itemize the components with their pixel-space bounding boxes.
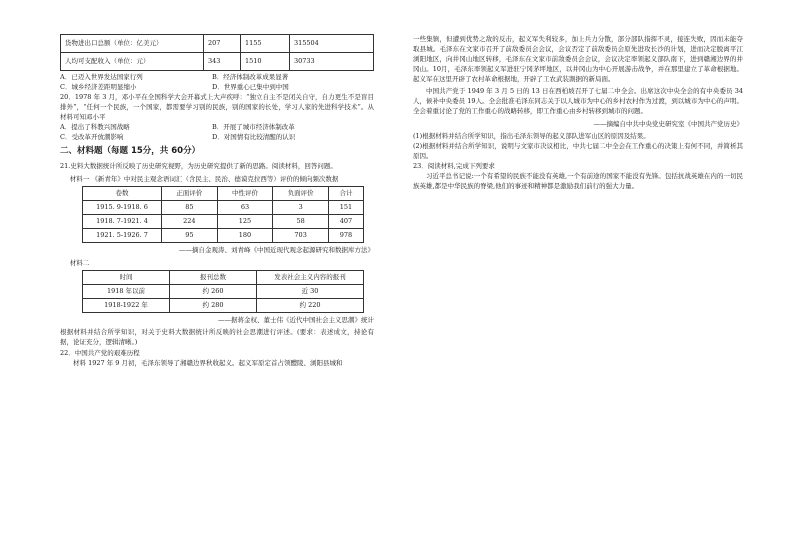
table-row — [83, 228, 364, 242]
source-citation: ——摘自金观涛、刘青峰《中国近现代观念起源研究和数据库方法》 — [179, 245, 374, 254]
table-cell: 151 — [328, 200, 363, 214]
q22-material-continued: 一些集镇，但遭到优势之敌的反击，起义军失利较多，加上兵力分散，部分部队指挥不灵，接连失败，因而未能夺取县城。毛泽东在文家市召开了前敌委员会会议，会议否定了前敌委员会原先进攻长沙的计划，进而决定脱离平江浏阳地区，向井冈山地区转移，毛泽东在文家市前敌委员会会议，会议决定率领起义部队南下，进到赣湘边界的井冈山。10月，毛泽东率领起义军进驻宁冈茅坪地区，以井冈山为中心开展游击战争，并在那里建立了革命根据地。起义军在这里开辟了农村革命根据地，开辟了工农武装割据的新局面。 — [413, 35, 743, 84]
table-row — [83, 298, 364, 312]
table-header-cell: 合计 — [328, 186, 363, 200]
table-cell: 货物进出口总额（单位：亿美元） — [61, 35, 204, 53]
table-cell: 703 — [273, 228, 329, 242]
material-one-label: 材料一 《新青年》中对民主观念语词汇（含民主、民治、德谟克拉西等）评价的倾向频次数据 — [69, 174, 339, 183]
table-cell: 63 — [217, 200, 273, 214]
table-header-cell: 时间 — [83, 270, 170, 284]
table-cell: 207 — [204, 35, 241, 53]
table-cell: 1921. 5-1926. 7 — [83, 228, 162, 242]
table-row — [61, 35, 374, 53]
table-row — [61, 53, 374, 71]
table-row — [83, 200, 364, 214]
q19-options — [60, 72, 374, 92]
table-header-row — [83, 270, 364, 284]
table-cell: 1510 — [241, 53, 290, 71]
table-header-cell: 报刊总数 — [170, 270, 257, 284]
table-cell: 1915. 9-1918. 6 — [83, 200, 162, 214]
q21-stem: 21.史料大数据统计所反映了历史研究视野，为历史研究提供了新的思路。阅读材料，回答问题。 — [60, 161, 337, 170]
table-cell: 3 — [273, 200, 329, 214]
table-header-cell: 正面评价 — [162, 186, 218, 200]
table-header-cell: 负面评价 — [273, 186, 329, 200]
option-d[interactable]: D．对国情有比较清醒的认识 — [212, 133, 296, 142]
table-cell: 407 — [328, 214, 363, 228]
table-row — [83, 284, 364, 298]
source-citation: ——摘编自中共中央党史研究室《中国共产党历史》 — [593, 119, 743, 128]
table-cell: 约 220 — [257, 298, 364, 312]
q22-material: 材料 1927 年 9 月初，毛泽东领导了湘赣边界秋收起义。起义军原定首占领醴陵、浏阳县城和 — [73, 359, 343, 368]
option-d[interactable]: D．世界重心已集中到中国 — [212, 83, 289, 92]
table-cell: 58 — [273, 214, 329, 228]
table-cell: 1918. 7-1921. 4 — [83, 214, 162, 228]
right-column — [413, 34, 743, 191]
q22-sub-question-1: (1)根据材料并结合所学知识，指出毛泽东领导的起义部队进军山区的原因及结果。 — [413, 131, 650, 140]
table-cell: 125 — [217, 214, 273, 228]
q22-material-second: 中国共产党于 1949 年 3 月 5 日的 13 日在西柏坡召开了七届二中全会。出席这次中央全会的有中央委员 34人，候补中央委员 19人。全会批准毛泽东同志关于以人城市为中心的乡村农村作为过渡，到以城市为中心的声明。全会着重讨论了党的工作重心的战略转移，即工作重心由乡村转移到城市的问题。 — [413, 87, 743, 116]
table-cell: 85 — [162, 200, 218, 214]
table-cell: 978 — [328, 228, 363, 242]
q23-material: 习近平总书记说:一个有希望的民族不能没有英雄,一个有前途的国家不能没有先锋。包括抗战英雄在内的一切民族英雄,都是中华民族的脊梁,他们的事迹和精神都是激励我们前行的强大力量。 — [413, 171, 743, 190]
table-cell: 315504 — [290, 35, 374, 53]
q22-sub-question-2: (2)根据材料并结合所学知识，说明与文家市决议相比，中共七届二中全会在工作重心的决策上有何不同，并简析其原因。 — [413, 141, 743, 160]
table-cell: 约 260 — [170, 284, 257, 298]
table-cell: 1918-1922 年 — [83, 298, 170, 312]
table-cell: 近 30 — [257, 284, 364, 298]
table-cell: 343 — [204, 53, 241, 71]
table-header-cell: 发表社会主义内容的报刊 — [257, 270, 364, 284]
q23-title: 23．阅读材料,完成下列要求 — [413, 161, 495, 170]
q22-title: 22．中国共产党的艰难历程 — [60, 349, 140, 358]
table-cell: 30733 — [290, 53, 374, 71]
table-cell: 1918 年以前 — [83, 284, 170, 298]
table-header-row — [83, 186, 364, 200]
table-header-cell: 中性评价 — [217, 186, 273, 200]
material-two-label: 材料二 — [69, 258, 90, 267]
table-cell: 1155 — [241, 35, 290, 53]
q20-stem: 20．1978 年 3 月，邓小平在全国科学大会开幕式上大声疾呼：“独立自主不是闭关自守，自力更生不是盲目排外”，“任何一个民族，一个国家，都需要学习别的民族，别的国家的长处，学习人家的先进科学技术”。从材料可知邓小平 — [60, 93, 374, 122]
table-cell: 人均可支配收入（单位：元） — [61, 53, 204, 71]
left-column — [60, 34, 374, 368]
q21-question: 根据材料并结合所学知识，对关于史料大数据统计所反映的社会思潮进行评述。(要求：表述成文，持论有据，论证充分，逻辑清晰。) — [60, 327, 374, 346]
option-b[interactable]: B．经济体制改革成果显著 — [212, 73, 289, 81]
source-citation: ——据蒋金权、董士伟《近代中国社会主义思潮》统计 — [218, 315, 374, 324]
option-a[interactable]: A．已迈入世界发达国家行列 — [60, 73, 143, 81]
section-title: 二、材料题（每题 15分，共 60分） — [60, 146, 201, 157]
option-c[interactable]: C．城乡经济差距明显缩小 — [60, 83, 137, 92]
trade-income-table — [60, 34, 374, 71]
option-c[interactable]: C．受改革开放潮影响 — [60, 133, 124, 142]
new-youth-table — [82, 186, 364, 243]
table-cell: 224 — [162, 214, 218, 228]
option-a[interactable]: A．提出了科教兴国战略 — [60, 123, 130, 132]
option-b[interactable]: B．开展了城市经济体制改革 — [212, 123, 295, 132]
table-cell: 95 — [162, 228, 218, 242]
table-row — [83, 214, 364, 228]
table-header-cell: 卷数 — [83, 186, 162, 200]
q20-options — [60, 122, 374, 142]
socialist-press-table — [82, 270, 364, 313]
table-cell: 约 280 — [170, 298, 257, 312]
table-cell: 180 — [217, 228, 273, 242]
